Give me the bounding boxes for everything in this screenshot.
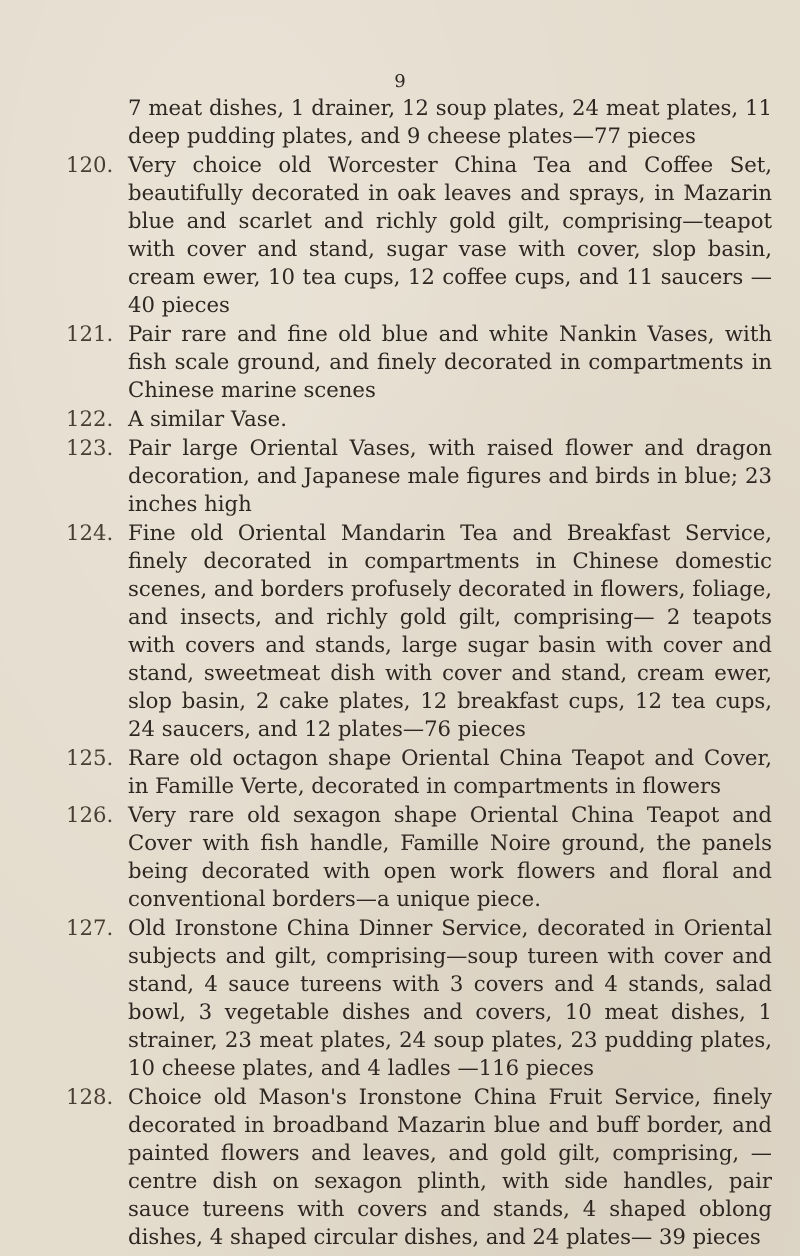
lot-description: Choice old Mason's Ironstone China Fruit Service, finely decorated in broadband Mazarin blue and buff border, and painted flowers and leaves, and gold gilt, comprising, —centre dish on sexagon plinth, with side handles, pair sauce tureens with covers and stands, 4 shaped oblong dishes, 4 shaped circular dishes, and 24 plates— 39 pieces [128, 1084, 772, 1249]
lot-number: 125. [66, 745, 114, 770]
lot-entry-127 [0, 914, 800, 1082]
lot-entry-continued [0, 94, 800, 150]
lot-entry-126 [0, 801, 800, 913]
lot-number: 121. [66, 321, 114, 346]
lot-description: A similar Vase. [128, 406, 287, 431]
lot-number: 124. [66, 520, 114, 545]
lot-number: 127. [66, 915, 114, 940]
lot-entry-121 [0, 320, 800, 404]
lot-entry-128 [0, 1083, 800, 1251]
lot-entry-125 [0, 744, 800, 800]
lot-description: Old Ironstone China Dinner Service, decorated in Oriental subjects and gilt, comprising—soup tureen with cover and stand, 4 sauce tureens with 3 covers and 4 stands, salad bowl, 3 vegetable dishes and covers, 10 meat dishes, 1 strainer, 23 meat plates, 24 soup plates, 23 pudding plates, 10 cheese plates, and 4 ladles —116 pieces [128, 915, 772, 1080]
lot-description: Very choice old Worcester China Tea and Coffee Set, beautifully decorated in oak leaves and sprays, in Mazarin blue and scarlet and richly gold gilt, comprising—teapot with cover and stand, sugar vase with cover, slop basin, cream ewer, 10 tea cups, 12 coffee cups, and 11 saucers —40 pieces [128, 152, 772, 317]
lot-description: 7 meat dishes, 1 drainer, 12 soup plates, 24 meat plates, 11 deep pudding plates, and 9 cheese plates—77 pieces [128, 95, 772, 148]
lot-entry-124 [0, 519, 800, 743]
lot-number: 126. [66, 802, 114, 827]
lot-number: 128. [66, 1084, 114, 1109]
lot-number: 120. [66, 152, 114, 177]
lot-description: Very rare old sexagon shape Oriental China Teapot and Cover with fish handle, Famille Noire ground, the panels being decorated with open work flowers and floral and conventional borders—a unique piece. [128, 802, 772, 911]
lot-entry-123 [0, 434, 800, 518]
lot-description: Pair large Oriental Vases, with raised flower and dragon decoration, and Japanese male figures and birds in blue; 23 inches high [128, 435, 772, 516]
lot-description: Fine old Oriental Mandarin Tea and Breakfast Service, finely decorated in compartments in Chinese domestic scenes, and borders profusely decorated in flowers, foliage, and insects, and richly gold gilt, comprising— 2 teapots with covers and stands, large sugar basin with cover and stand, sweetmeat dish with cover and stand, cream ewer, slop basin, 2 cake plates, 12 breakfast cups, 12 tea cups, 24 saucers, and 12 plates—76 pieces [128, 520, 772, 741]
lot-description: Pair rare and fine old blue and white Nankin Vases, with fish scale ground, and finely decorated in compartments in Chinese marine scenes [128, 321, 772, 402]
page-number: 9 [394, 71, 406, 92]
lot-number: 123. [66, 435, 114, 460]
lot-number: 122. [66, 406, 114, 431]
lot-entry-120 [0, 151, 800, 319]
lot-list [0, 94, 800, 1251]
lot-entry-122 [0, 405, 800, 433]
lot-description: Rare old octagon shape Oriental China Teapot and Cover, in Famille Verte, decorated in compartments in flowers [128, 745, 772, 798]
